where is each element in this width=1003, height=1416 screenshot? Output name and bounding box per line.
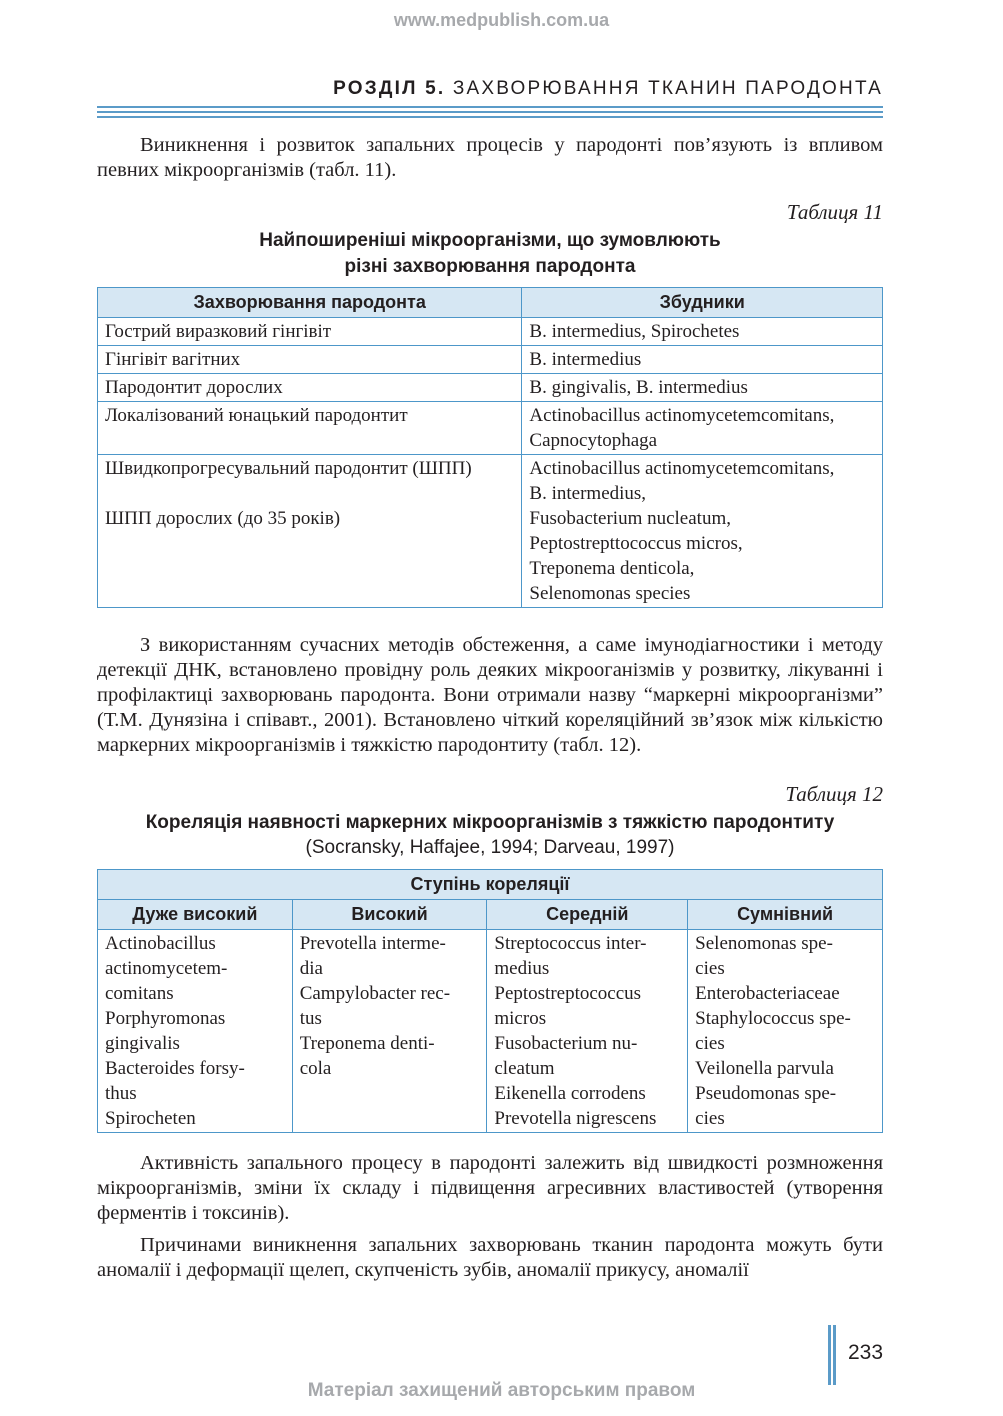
page-number: 233 <box>848 1341 884 1364</box>
cell-line: cies <box>695 1108 725 1129</box>
cell-line: B. gingivalis, B. intermedius <box>529 377 748 398</box>
table12-header-very-high: Дуже високий <box>98 900 293 930</box>
paragraph-text: З використанням сучасних методів обстеження, а саме імунодіагностики і методу детекції ДНК, встановлено провідну роль деяких мікрооганізмів у розвитку, лікуванні і профілактиці захворювань пародонта. Вони отримали назву “маркерні мікроорганізми” (Т.М. Дунязіна і співавт., 2001). Встановлено чіткий кореляційний зв’язок між кількістю маркерних мікроорганізмів і тяжкістю пародонтиту (табл. 12). <box>97 634 883 756</box>
cell-line: B. intermedius <box>529 349 642 370</box>
agents-cell <box>522 455 883 608</box>
table-row <box>98 374 883 402</box>
cell-line: Actinobacillus <box>105 933 216 954</box>
table12-header-doubtful: Сумнівний <box>688 900 883 930</box>
cell-line: Capnocytophaga <box>529 430 658 451</box>
correlation-cell <box>487 930 688 1133</box>
cell-line: micros <box>494 1008 547 1029</box>
page-number-bar <box>828 1325 831 1385</box>
table11-title <box>97 228 883 280</box>
cell-line: Porphyromonas <box>105 1008 226 1029</box>
disease-cell <box>98 455 522 608</box>
correlation-cell <box>292 930 487 1133</box>
cell-line: ШПП дорослих (до 35 років) <box>105 508 341 529</box>
cell-line: Staphylococcus spe- <box>695 1008 851 1029</box>
table-row <box>98 346 883 374</box>
cell-line: comitans <box>105 983 174 1004</box>
table-12 <box>97 869 883 1133</box>
agents-cell <box>522 374 883 402</box>
correlation-cell <box>98 930 293 1133</box>
cell-line: Treponema denticola, <box>529 558 695 579</box>
agents-cell <box>522 318 883 346</box>
table12-title: Кореляція наявності маркерних мікроорганізмів з тяжкістю пародонтиту <box>145 812 835 833</box>
paragraph-text: Виникнення і розвиток запальних процесів у пародонті пов’язують із впливом певних мікроорганізмів (табл. 11). <box>97 134 883 181</box>
cell-line: cies <box>695 1033 725 1054</box>
table11-caption: Таблиця 11 <box>786 200 883 224</box>
cell-line: Fusobacterium nu- <box>494 1033 638 1054</box>
section-label: РОЗДІЛ 5. <box>333 78 446 99</box>
paragraph-markers <box>97 633 883 758</box>
cell-line: Bacteroides forsy- <box>105 1058 245 1079</box>
table12-subtitle: (Socransky, Haffajee, 1994; Darveau, 1997) <box>305 837 675 858</box>
table-row <box>98 318 883 346</box>
table12-header-medium: Середній <box>487 900 688 930</box>
cell-line: Pseudomonas spe- <box>695 1083 837 1104</box>
table12-group-row <box>98 870 883 900</box>
cell-line: Peptostrepttococcus micros, <box>529 533 743 554</box>
cell-line: Prevotella interme- <box>299 933 446 954</box>
cell-line: Швидкопрогресувальний пародонтит (ШПП) <box>105 458 472 479</box>
table-row <box>98 455 883 608</box>
agents-cell <box>522 346 883 374</box>
table-row <box>98 402 883 455</box>
cell-line: medius <box>494 958 550 979</box>
header-rule-2 <box>97 111 883 113</box>
cell-line: Actinobacillus actinomycetemcomitans, <box>529 458 835 479</box>
table11-header-agents: Збудники <box>522 288 883 318</box>
cell-line: Prevotella nigrescens <box>494 1108 657 1129</box>
cell-line: Гінгівіт вагітних <box>105 349 241 370</box>
table12-group-header: Ступінь кореляції <box>98 870 883 900</box>
header-rule <box>97 106 883 108</box>
paragraph-text: Активність запального процесу в пародонті залежить від швидкості розмноження мікроорганізмів, зміни їх складу і підвищення агресивних властивостей (утворення ферментів і токсинів). <box>97 1152 883 1224</box>
cell-line: Fusobacterium nucleatum, <box>529 508 731 529</box>
paragraph-causes <box>97 1233 883 1283</box>
cell-line: cies <box>695 958 725 979</box>
cell-line: actinomycetem- <box>105 958 228 979</box>
table12-row <box>98 930 883 1133</box>
cell-line: Treponema denti- <box>299 1033 435 1054</box>
watermark-url: www.medpublish.com.ua <box>393 10 610 30</box>
cell-line: Selenomonas species <box>529 583 691 604</box>
cell-line: Campylobacter rec- <box>299 983 451 1004</box>
paragraph-text: Причинами виникнення запальних захворювань тканин пародонта можуть бути аномалії і деформації щелеп, скупченість зубів, аномалії прикусу, аномалії <box>97 1234 883 1281</box>
cell-line: B. intermedius, Spirochetes <box>529 321 740 342</box>
cell-line: Локалізований юнацький пародонтит <box>105 405 408 426</box>
correlation-cell <box>688 930 883 1133</box>
cell-line: Enterobacteriaceae <box>695 983 840 1004</box>
agents-cell <box>522 402 883 455</box>
header-rule-3 <box>97 116 883 118</box>
page-number-bar-2 <box>833 1325 836 1385</box>
table11-header-row <box>98 288 883 318</box>
cell-line: Selenomonas spe- <box>695 933 833 954</box>
cell-line: Veilonella parvula <box>695 1058 834 1079</box>
cell-line: cola <box>299 1058 332 1079</box>
cell-line: Spirocheten <box>105 1108 196 1129</box>
running-head <box>333 78 883 100</box>
cell-line: B. intermedius, <box>529 483 647 504</box>
cell-line: cleatum <box>494 1058 555 1079</box>
cell-line <box>105 481 514 506</box>
disease-cell <box>98 346 522 374</box>
cell-line: gingivalis <box>105 1033 180 1054</box>
table12-header-row <box>98 900 883 930</box>
disease-cell <box>98 374 522 402</box>
cell-line: tus <box>299 1008 322 1029</box>
watermark-copyright: Матеріал захищений авторським правом <box>307 1380 696 1401</box>
cell-line: dia <box>299 958 323 979</box>
paragraph-activity <box>97 1151 883 1226</box>
disease-cell <box>98 318 522 346</box>
cell-line: Streptococcus inter- <box>494 933 647 954</box>
cell-line: Eikenella corrodens <box>494 1083 646 1104</box>
table12-header-high: Високий <box>292 900 487 930</box>
cell-line: Actinobacillus actinomycetemcomitans, <box>529 405 835 426</box>
table11-header-disease: Захворювання пародонта <box>98 288 522 318</box>
table11-title-line2: різні захворювання пародонта <box>344 256 636 277</box>
paragraph-intro <box>97 133 883 183</box>
cell-line: Гострий виразковий гінгівіт <box>105 321 332 342</box>
disease-cell <box>98 402 522 455</box>
cell-line: thus <box>105 1083 137 1104</box>
section-title: ЗАХВОРЮВАННЯ ТКАНИН ПАРОДОНТА <box>452 78 883 99</box>
table11-title-line1: Найпоширеніші мікроорганізми, що зумовлюють <box>259 230 721 251</box>
table-11 <box>97 287 883 608</box>
cell-line: Пародонтит дорослих <box>105 377 283 398</box>
table11-body <box>98 318 883 608</box>
table12-caption: Таблиця 12 <box>785 782 883 806</box>
cell-line: Peptostreptococcus <box>494 983 642 1004</box>
